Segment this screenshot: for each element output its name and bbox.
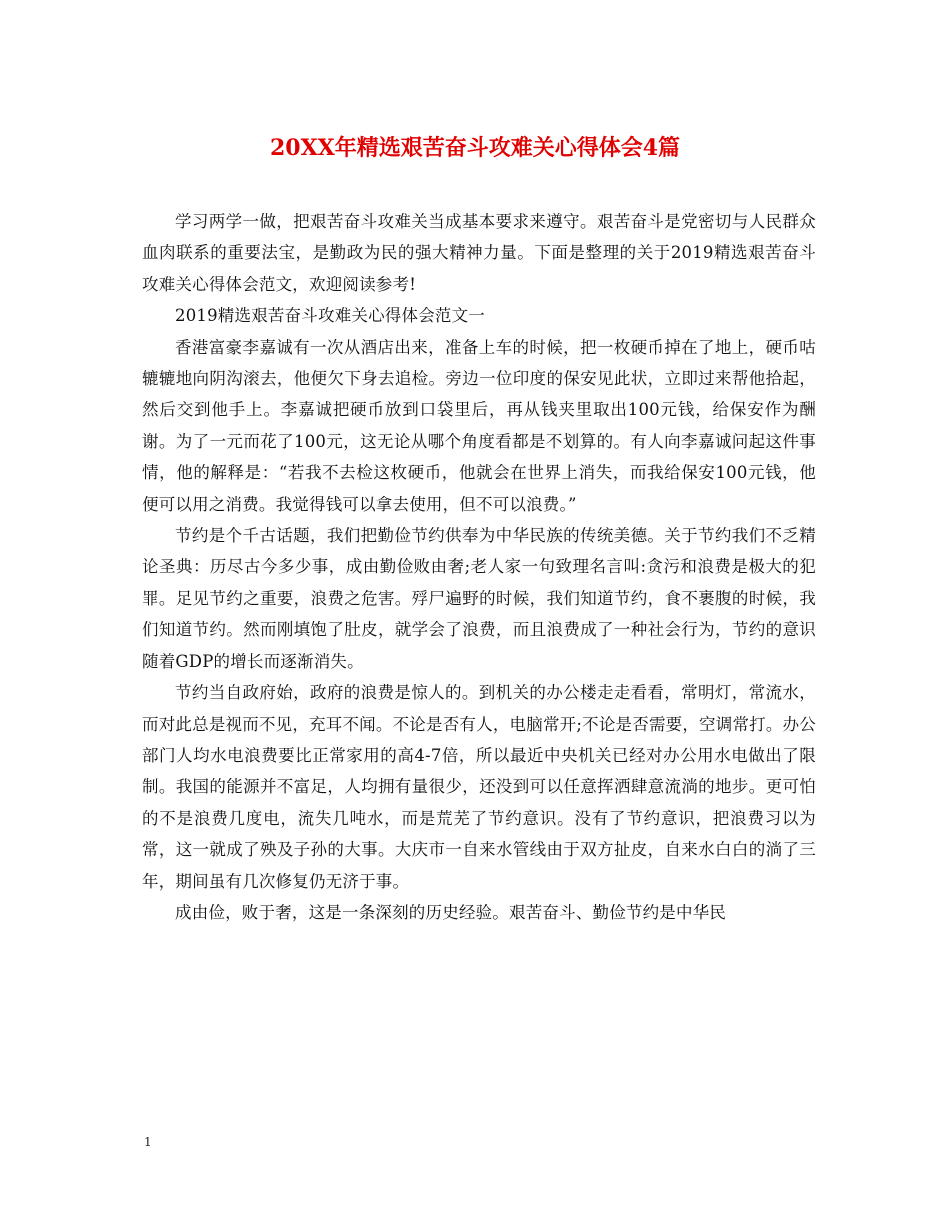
document-body [142, 206, 816, 928]
paragraph-history-lesson: 成由俭，败于奢，这是一条深刻的历史经验。艰苦奋斗、勤俭节约是中华民 [175, 902, 727, 922]
paragraph-intro: 学习两学一做，把艰苦奋斗攻难关当成基本要求来遵守。艰苦奋斗是党密切与人民群众血肉联系的重要法宝，是勤政为民的强大精神力量。下面是整理的关于2019精选艰苦奋斗攻难关心得体会范文，欢迎阅读参考! [142, 212, 816, 294]
paragraph-section-heading: 2019精选艰苦奋斗攻难关心得体会范文一 [175, 306, 485, 326]
paragraph-li-ka-shing: 香港富豪李嘉诚有一次从酒店出来，准备上车的时候，把一枚硬币掉在了地上，硬币咕辘辘地向阴沟滚去，他便欠下身去追检。旁边一位印度的保安见此状，立即过来帮他拾起，然后交到他手上。李嘉诚把硬币放到口袋里后，再从钱夹里取出100元钱，给保安作为酬谢。为了一元而花了100元，这无论从哪个角度看都是不划算的。有人向李嘉诚问起这件事情，他的解释是：“若我不去检这枚硬币，他就会在世界上消失，而我给保安100元钱，他便可以用之消费。我觉得钱可以拿去使用，但不可以浪费。” [142, 337, 816, 514]
paragraph-government-waste: 节约当自政府始，政府的浪费是惊人的。到机关的办公楼走走看看，常明灯，常流水，而对此总是视而不见，充耳不闻。不论是否有人，电脑常开;不论是否需要，空调常打。办公部门人均水电浪费要比正常家用的高4-7倍，所以最近中央机关已经对办公用水电做出了限制。我国的能源并不富足，人均拥有量很少，还没到可以任意挥洒肆意流淌的地步。更可怕的不是浪费几度电，流失几吨水，而是荒芜了节约意识。没有了节约意识，把浪费习以为常，这一就成了殃及子孙的大事。大庆市一自来水管线由于双方扯皮，自来水白白的淌了三年，期间虽有几次修复仍无济于事。 [142, 683, 816, 891]
paragraph-frugality: 节约是个千古话题，我们把勤俭节约供奉为中华民族的传统美德。关于节约我们不乏精论圣典：历尽古今多少事，成由勤俭败由奢;老人家一句致理名言叫:贪污和浪费是极大的犯罪。足见节约之重要，浪费之危害。殍尸遍野的时候，我们知道节约，食不裹腹的时候，我们知道节约。然而刚填饱了肚皮，就学会了浪费，而且浪费成了一种社会行为，节约的意识随着GDP的增长而逐渐消失。 [142, 526, 816, 671]
page-number: 1 [144, 1135, 152, 1149]
document-title: 20XX年精选艰苦奋斗攻难关心得体会4篇 [269, 135, 681, 161]
